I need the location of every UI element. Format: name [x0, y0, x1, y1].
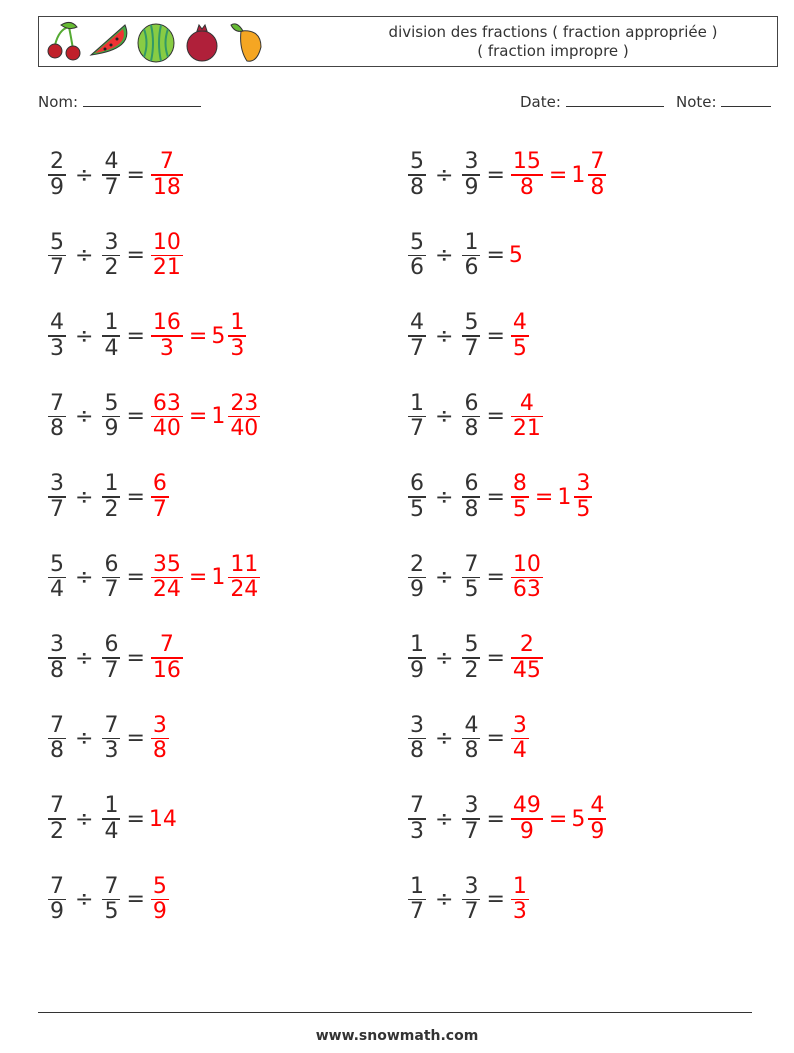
- divisor-fraction-numerator: 3: [464, 873, 479, 899]
- name-field[interactable]: [38, 93, 201, 111]
- mixed-fraction-numerator: 23: [230, 390, 259, 416]
- problem-item: [406, 305, 531, 367]
- answer-fraction-numerator: 4: [519, 390, 534, 416]
- cherry-icon: [43, 19, 85, 65]
- dividend-fraction-denominator: 6: [410, 255, 424, 281]
- divisor-fraction-denominator: 8: [464, 416, 479, 442]
- equals-sign: =: [126, 887, 145, 912]
- divide-sign: ÷: [75, 323, 94, 349]
- dividend-fraction-denominator: 7: [410, 335, 424, 361]
- dividend-fraction: [408, 714, 426, 764]
- equals-sign: =: [486, 162, 505, 188]
- answer-fraction-denominator: 40: [152, 416, 181, 442]
- mixed-fraction-denominator: 40: [230, 416, 259, 442]
- divide-sign: ÷: [435, 323, 454, 349]
- answer-fraction-numerator: 8: [512, 471, 527, 497]
- mixed-fraction-numerator: 7: [590, 149, 605, 175]
- answer-fraction-numerator: 7: [159, 632, 174, 658]
- divisor-fraction-denominator: 2: [104, 496, 119, 522]
- dividend-fraction-denominator: 8: [410, 174, 424, 200]
- mixed-fraction-numerator: 3: [576, 471, 591, 497]
- divisor-fraction-numerator: 6: [464, 471, 479, 497]
- divisor-fraction-denominator: 7: [104, 174, 119, 200]
- divide-sign: ÷: [435, 404, 454, 429]
- mixed-fraction: [574, 472, 592, 522]
- dividend-fraction-denominator: 5: [410, 496, 424, 522]
- dividend-fraction-numerator: 3: [50, 471, 64, 497]
- problem-item: [406, 869, 531, 931]
- dividend-fraction-numerator: 3: [50, 632, 64, 658]
- worksheet-title: [343, 23, 763, 61]
- title-line-2: ( fraction impropre ): [477, 42, 629, 60]
- dividend-fraction-denominator: 7: [410, 416, 424, 442]
- answer-fraction-numerator: 15: [512, 149, 541, 175]
- answer-fraction-denominator: 18: [152, 174, 181, 200]
- answer-whole: 5: [508, 243, 523, 268]
- divisor-fraction-denominator: 4: [104, 818, 119, 844]
- answer-fraction: [511, 392, 543, 442]
- dividend-fraction: [48, 392, 66, 442]
- divide-sign: ÷: [75, 887, 94, 912]
- answer-fraction-denominator: 16: [152, 657, 181, 683]
- mixed-fraction-numerator: 4: [590, 793, 605, 819]
- divide-sign: ÷: [75, 565, 94, 590]
- answer-fraction-numerator: 6: [152, 471, 167, 497]
- mixed-fraction-denominator: 8: [590, 174, 605, 200]
- mixed-fraction-denominator: 24: [230, 577, 259, 603]
- dividend-fraction: [48, 311, 66, 361]
- name-line[interactable]: [83, 94, 201, 107]
- answer-fraction: [511, 472, 529, 522]
- mixed-whole: 1: [557, 484, 572, 510]
- divisor-fraction: [102, 794, 120, 844]
- divisor-fraction: [102, 231, 120, 281]
- answer-fraction-denominator: 21: [512, 416, 541, 442]
- problem-item: [406, 627, 545, 689]
- dividend-fraction-numerator: 7: [410, 793, 424, 819]
- divide-sign: ÷: [75, 645, 94, 671]
- divisor-fraction: [102, 875, 120, 925]
- mixed-equals-sign: =: [548, 162, 568, 188]
- answer-fraction: [151, 714, 169, 764]
- fruit-icons: [43, 19, 269, 65]
- divisor-fraction-numerator: 6: [104, 632, 119, 658]
- divide-sign: ÷: [435, 243, 454, 268]
- answer-fraction-numerator: 10: [152, 229, 181, 255]
- dividend-fraction-numerator: 6: [410, 471, 424, 497]
- divisor-fraction-denominator: 7: [464, 818, 479, 844]
- dividend-fraction-numerator: 1: [410, 390, 424, 416]
- answer-fraction-denominator: 5: [512, 335, 527, 361]
- answer-fraction-denominator: 3: [159, 335, 174, 361]
- mango-icon: [227, 19, 269, 65]
- mixed-whole: 5: [211, 323, 226, 349]
- equals-sign: =: [486, 726, 505, 751]
- date-line[interactable]: [566, 94, 664, 107]
- divide-sign: ÷: [435, 645, 454, 671]
- dividend-fraction-numerator: 7: [50, 390, 64, 416]
- problem-item: [46, 466, 171, 528]
- dividend-fraction-denominator: 7: [50, 496, 64, 522]
- dividend-fraction-numerator: 5: [410, 229, 424, 255]
- divisor-fraction: [462, 472, 480, 522]
- problem-item: [46, 547, 262, 609]
- divisor-fraction: [102, 714, 120, 764]
- problem-item: [46, 225, 185, 287]
- divisor-fraction-denominator: 2: [464, 657, 479, 683]
- dividend-fraction-numerator: 5: [410, 149, 424, 175]
- dividend-fraction-denominator: 7: [410, 899, 424, 925]
- divisor-fraction: [462, 633, 480, 683]
- divisor-fraction-denominator: 9: [464, 174, 479, 200]
- title-line-1: division des fractions ( fraction appropriée ): [388, 23, 718, 41]
- divisor-fraction-denominator: 5: [104, 899, 119, 925]
- divisor-fraction: [462, 794, 480, 844]
- answer-fraction: [511, 553, 543, 603]
- mixed-fraction-denominator: 3: [230, 335, 245, 361]
- dividend-fraction-denominator: 9: [50, 174, 64, 200]
- dividend-fraction-denominator: 9: [50, 899, 64, 925]
- dividend-fraction-numerator: 3: [410, 712, 424, 738]
- answer-fraction-denominator: 45: [512, 657, 541, 683]
- score-field[interactable]: [676, 93, 771, 111]
- problem-item: [46, 869, 171, 931]
- dividend-fraction: [408, 633, 426, 683]
- dividend-fraction-denominator: 9: [410, 577, 424, 603]
- divisor-fraction-numerator: 3: [464, 793, 479, 819]
- dividend-fraction: [408, 794, 426, 844]
- divisor-fraction-numerator: 3: [464, 149, 479, 175]
- divisor-fraction: [102, 311, 120, 361]
- answer-fraction-denominator: 9: [152, 899, 167, 925]
- divisor-fraction: [102, 392, 120, 442]
- answer-fraction-numerator: 4: [512, 310, 527, 336]
- divisor-fraction-denominator: 7: [104, 657, 119, 683]
- divisor-fraction-numerator: 7: [104, 712, 119, 738]
- watermelon-slice-icon: [89, 19, 131, 65]
- divisor-fraction-denominator: 9: [104, 416, 119, 442]
- equals-sign: =: [126, 243, 145, 268]
- answer-fraction: [511, 311, 529, 361]
- mixed-whole: 1: [211, 565, 226, 590]
- dividend-fraction-denominator: 8: [410, 738, 424, 764]
- dividend-fraction: [408, 311, 426, 361]
- divide-sign: ÷: [435, 162, 454, 188]
- dividend-fraction: [408, 231, 426, 281]
- problem-item: [406, 386, 545, 448]
- mixed-whole: 1: [211, 404, 226, 429]
- dividend-fraction-numerator: 7: [50, 873, 64, 899]
- equals-sign: =: [126, 162, 145, 188]
- divisor-fraction-denominator: 7: [104, 577, 119, 603]
- date-field[interactable]: [520, 93, 664, 111]
- divide-sign: ÷: [75, 726, 94, 751]
- answer-fraction: [151, 553, 183, 603]
- problem-item: [46, 386, 262, 448]
- problem-item: [406, 225, 523, 287]
- problem-item: [406, 547, 545, 609]
- mixed-fraction: [228, 392, 260, 442]
- mixed-equals-sign: =: [188, 323, 208, 349]
- dividend-fraction-numerator: 7: [50, 712, 64, 738]
- divisor-fraction-numerator: 1: [104, 310, 119, 336]
- divisor-fraction: [462, 231, 480, 281]
- divisor-fraction: [102, 472, 120, 522]
- answer-fraction: [511, 714, 529, 764]
- mixed-fraction-numerator: 11: [230, 551, 259, 577]
- date-label: Date:: [520, 93, 561, 111]
- equals-sign: =: [126, 404, 145, 429]
- answer-fraction-numerator: 1: [512, 873, 527, 899]
- score-line[interactable]: [721, 94, 771, 107]
- mixed-fraction-numerator: 1: [230, 310, 245, 336]
- dividend-fraction-denominator: 7: [50, 255, 64, 281]
- problem-item: [46, 305, 248, 367]
- divisor-fraction-denominator: 5: [464, 577, 479, 603]
- dividend-fraction: [48, 472, 66, 522]
- dividend-fraction: [48, 794, 66, 844]
- divisor-fraction: [462, 553, 480, 603]
- divisor-fraction-denominator: 3: [104, 738, 119, 764]
- divisor-fraction-denominator: 8: [464, 738, 479, 764]
- dividend-fraction-denominator: 2: [50, 818, 64, 844]
- answer-fraction: [151, 875, 169, 925]
- divide-sign: ÷: [435, 565, 454, 590]
- divisor-fraction: [462, 311, 480, 361]
- equals-sign: =: [486, 645, 505, 671]
- dividend-fraction-denominator: 9: [410, 657, 424, 683]
- answer-fraction-denominator: 7: [152, 496, 167, 522]
- equals-sign: =: [126, 323, 145, 349]
- dividend-fraction-denominator: 3: [410, 818, 424, 844]
- divide-sign: ÷: [75, 404, 94, 429]
- equals-sign: =: [126, 645, 145, 671]
- answer-fraction-numerator: 16: [152, 310, 181, 336]
- answer-fraction: [151, 472, 169, 522]
- dividend-fraction-denominator: 8: [50, 738, 64, 764]
- header-box: [38, 16, 778, 67]
- answer-fraction-denominator: 3: [512, 899, 527, 925]
- dividend-fraction-numerator: 4: [50, 310, 64, 336]
- mixed-equals-sign: =: [188, 404, 208, 429]
- divisor-fraction-numerator: 1: [104, 471, 119, 497]
- dividend-fraction-denominator: 3: [50, 335, 64, 361]
- problem-item: [46, 788, 177, 850]
- answer-fraction: [151, 392, 183, 442]
- divisor-fraction-numerator: 5: [464, 310, 479, 336]
- divide-sign: ÷: [435, 484, 454, 510]
- equals-sign: =: [126, 806, 145, 832]
- answer-fraction-numerator: 10: [512, 551, 541, 577]
- answer-fraction-denominator: 24: [152, 577, 181, 603]
- mixed-equals-sign: =: [188, 565, 208, 590]
- answer-fraction-denominator: 4: [512, 738, 527, 764]
- dividend-fraction-numerator: 2: [410, 551, 424, 577]
- divide-sign: ÷: [435, 887, 454, 912]
- dividend-fraction: [408, 150, 426, 200]
- divisor-fraction-denominator: 7: [464, 335, 479, 361]
- divisor-fraction-numerator: 5: [464, 632, 479, 658]
- dividend-fraction: [408, 472, 426, 522]
- problem-item: [406, 144, 608, 206]
- divisor-fraction: [102, 633, 120, 683]
- answer-fraction: [511, 150, 543, 200]
- answer-fraction-denominator: 9: [519, 818, 534, 844]
- dividend-fraction-numerator: 5: [50, 229, 64, 255]
- dividend-fraction-numerator: 5: [50, 551, 64, 577]
- answer-fraction-denominator: 63: [512, 577, 541, 603]
- watermelon-icon: [135, 19, 177, 65]
- dividend-fraction: [408, 392, 426, 442]
- answer-fraction-numerator: 7: [159, 149, 174, 175]
- divisor-fraction-numerator: 4: [464, 712, 479, 738]
- equals-sign: =: [486, 323, 505, 349]
- equals-sign: =: [486, 806, 505, 832]
- dividend-fraction: [48, 633, 66, 683]
- equals-sign: =: [126, 484, 145, 510]
- answer-fraction-denominator: 8: [152, 738, 167, 764]
- answer-fraction-numerator: 5: [152, 873, 167, 899]
- mixed-whole: 1: [571, 162, 586, 188]
- equals-sign: =: [486, 887, 505, 912]
- dividend-fraction: [48, 714, 66, 764]
- divide-sign: ÷: [75, 806, 94, 832]
- dividend-fraction-numerator: 1: [410, 873, 424, 899]
- mixed-equals-sign: =: [548, 806, 568, 832]
- mixed-equals-sign: =: [534, 484, 554, 510]
- pomegranate-icon: [181, 19, 223, 65]
- divide-sign: ÷: [435, 806, 454, 832]
- divide-sign: ÷: [75, 243, 94, 268]
- problem-item: [406, 708, 531, 770]
- divisor-fraction-denominator: 8: [464, 496, 479, 522]
- dividend-fraction-denominator: 4: [50, 577, 64, 603]
- dividend-fraction-numerator: 4: [410, 310, 424, 336]
- problem-item: [46, 708, 171, 770]
- answer-fraction-denominator: 21: [152, 255, 181, 281]
- problem-item: [46, 144, 185, 206]
- dividend-fraction: [48, 150, 66, 200]
- answer-fraction: [151, 231, 183, 281]
- equals-sign: =: [126, 726, 145, 751]
- mixed-fraction-denominator: 9: [590, 818, 605, 844]
- divide-sign: ÷: [75, 484, 94, 510]
- dividend-fraction: [408, 875, 426, 925]
- problem-item: [46, 627, 185, 689]
- divisor-fraction-numerator: 5: [104, 390, 119, 416]
- dividend-fraction-numerator: 1: [410, 632, 424, 658]
- divisor-fraction-numerator: 1: [104, 793, 119, 819]
- dividend-fraction: [48, 875, 66, 925]
- divisor-fraction: [462, 392, 480, 442]
- dividend-fraction: [408, 553, 426, 603]
- divisor-fraction-numerator: 6: [464, 390, 479, 416]
- equals-sign: =: [126, 565, 145, 590]
- footer-website: www.snowmath.com: [315, 1028, 479, 1044]
- answer-fraction-numerator: 3: [152, 712, 167, 738]
- answer-fraction-denominator: 5: [512, 496, 527, 522]
- divisor-fraction-numerator: 3: [104, 229, 119, 255]
- mixed-whole: 5: [571, 806, 586, 832]
- answer-fraction-denominator: 8: [519, 174, 534, 200]
- divide-sign: ÷: [75, 162, 94, 188]
- divisor-fraction-numerator: 6: [104, 551, 119, 577]
- mixed-fraction-denominator: 5: [576, 496, 591, 522]
- divisor-fraction-denominator: 2: [104, 255, 119, 281]
- answer-whole: 14: [148, 806, 177, 832]
- answer-fraction: [151, 311, 183, 361]
- answer-fraction-numerator: 35: [152, 551, 181, 577]
- dividend-fraction-numerator: 2: [50, 149, 64, 175]
- mixed-fraction: [228, 311, 246, 361]
- divisor-fraction: [102, 553, 120, 603]
- dividend-fraction: [48, 553, 66, 603]
- divisor-fraction-denominator: 7: [464, 899, 479, 925]
- answer-fraction: [511, 794, 543, 844]
- divisor-fraction: [462, 714, 480, 764]
- divide-sign: ÷: [435, 726, 454, 751]
- problem-item: [406, 466, 594, 528]
- answer-fraction-numerator: 49: [512, 793, 541, 819]
- problem-item: [406, 788, 608, 850]
- equals-sign: =: [486, 404, 505, 429]
- answer-fraction: [151, 150, 183, 200]
- answer-fraction-numerator: 2: [519, 632, 534, 658]
- answer-fraction: [151, 633, 183, 683]
- dividend-fraction-numerator: 7: [50, 793, 64, 819]
- divisor-fraction-numerator: 4: [104, 149, 119, 175]
- equals-sign: =: [486, 484, 505, 510]
- mixed-fraction: [588, 794, 606, 844]
- answer-fraction: [511, 875, 529, 925]
- divisor-fraction: [462, 150, 480, 200]
- score-label: Note:: [676, 93, 717, 111]
- name-label: Nom:: [38, 93, 79, 111]
- footer-divider: [38, 1012, 752, 1013]
- divisor-fraction-denominator: 4: [104, 335, 119, 361]
- divisor-fraction-numerator: 7: [464, 551, 479, 577]
- divisor-fraction: [462, 875, 480, 925]
- answer-fraction-numerator: 63: [152, 390, 181, 416]
- answer-fraction-numerator: 3: [512, 712, 527, 738]
- divisor-fraction: [102, 150, 120, 200]
- divisor-fraction-denominator: 6: [464, 255, 479, 281]
- dividend-fraction-denominator: 8: [50, 657, 64, 683]
- divisor-fraction-numerator: 7: [104, 873, 119, 899]
- equals-sign: =: [486, 565, 505, 590]
- mixed-fraction: [588, 150, 606, 200]
- divisor-fraction-numerator: 1: [464, 229, 479, 255]
- dividend-fraction-denominator: 8: [50, 416, 64, 442]
- equals-sign: =: [486, 243, 505, 268]
- mixed-fraction: [228, 553, 260, 603]
- dividend-fraction: [48, 231, 66, 281]
- answer-fraction: [511, 633, 543, 683]
